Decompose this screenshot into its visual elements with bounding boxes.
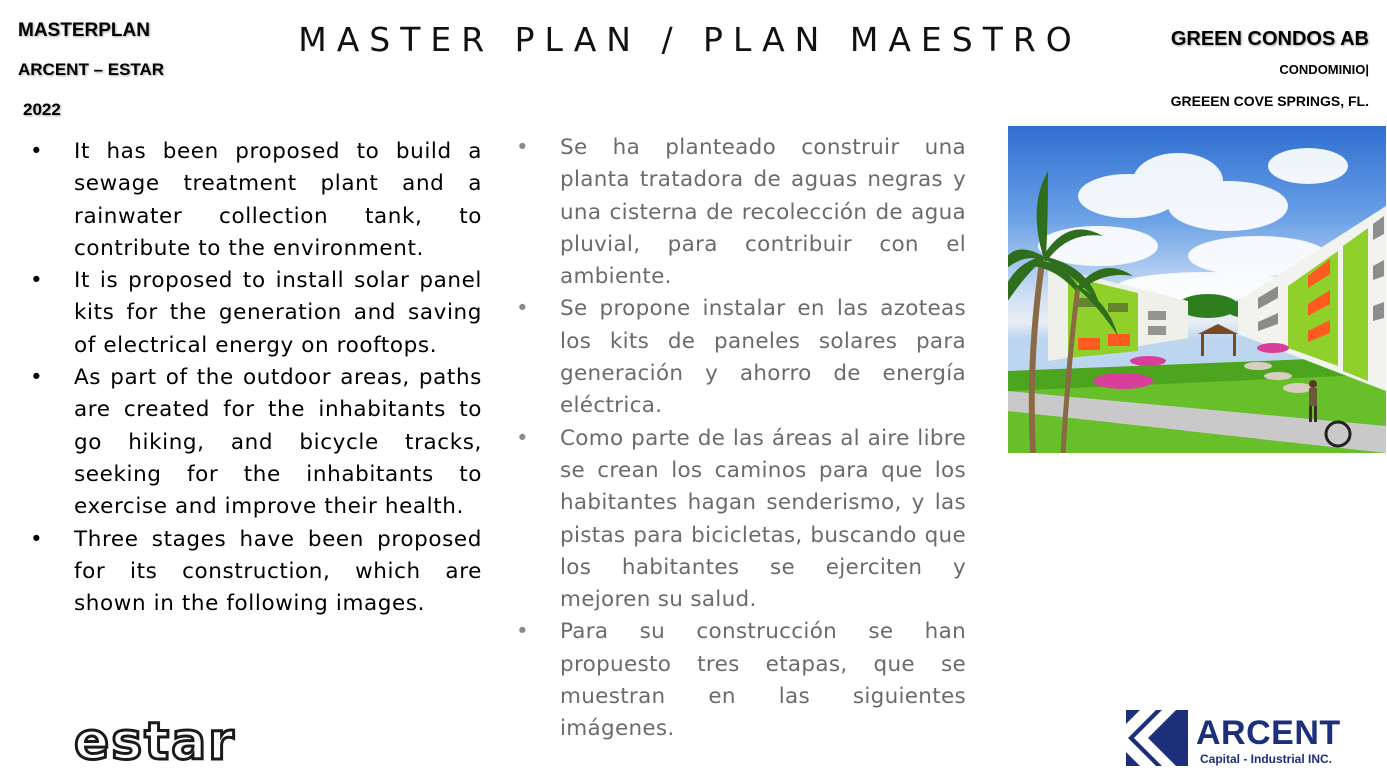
- condo-rendering-image: [1008, 126, 1386, 453]
- english-bullet-list: [30, 136, 482, 620]
- estar-logo: [74, 712, 236, 772]
- spanish-bullet: • Se propone instalar en las azoteas los kits de paneles solares para generación y ahorro de energía eléctrica.: [516, 293, 966, 422]
- spanish-bullet: • Para su construcción se han propuesto tres etapas, que se muestran en las siguientes imágenes.: [516, 616, 966, 745]
- english-bullet: • It is proposed to install solar panel kits for the generation and saving of electrical energy on rooftops.: [30, 265, 482, 362]
- arcent-subtitle: Capital - Industrial INC.: [1200, 752, 1333, 766]
- spanish-bullet-list: [516, 132, 966, 746]
- company-name: GREEN CONDOS AB: [1170, 28, 1369, 50]
- english-bullet: • Three stages have been proposed for its construction, which are shown in the following images.: [30, 524, 482, 621]
- masterplan-label: MASTERPLAN: [18, 20, 150, 41]
- page-title: MASTER PLAN / PLAN MAESTRO: [298, 20, 1082, 59]
- project-label: ARCENT – ESTAR: [18, 60, 165, 79]
- spanish-bullet: • Como parte de las áreas al aire libre se crean los caminos para que los habitantes hagan senderismo, y las pistas para bicicletas, buscando que los habitantes se ejerciten y mejoren su salud.: [516, 423, 966, 617]
- property-type: CONDOMINIO|: [1279, 62, 1369, 77]
- arcent-name: ARCENT: [1196, 714, 1341, 752]
- estar-logo-text: estar: [74, 712, 236, 772]
- arcent-logo: [1126, 708, 1366, 768]
- spanish-bullet: • Se ha planteado construir una planta tratadora de aguas negras y una cisterna de recolección de agua pluvial, para contribuir con el ambiente.: [516, 132, 966, 293]
- location: GREEEN COVE SPRINGS, FL.: [1170, 93, 1369, 109]
- year-label: 2022: [23, 100, 61, 119]
- arcent-mark-icon: [1126, 710, 1188, 766]
- english-bullet: • As part of the outdoor areas, paths are created for the inhabitants to go hiking, and bicycle tracks, seeking for the inhabitants to exercise and improve their health.: [30, 362, 482, 523]
- english-bullet: • It has been proposed to build a sewage treatment plant and a rainwater collection tank, to contribute to the environment.: [30, 136, 482, 265]
